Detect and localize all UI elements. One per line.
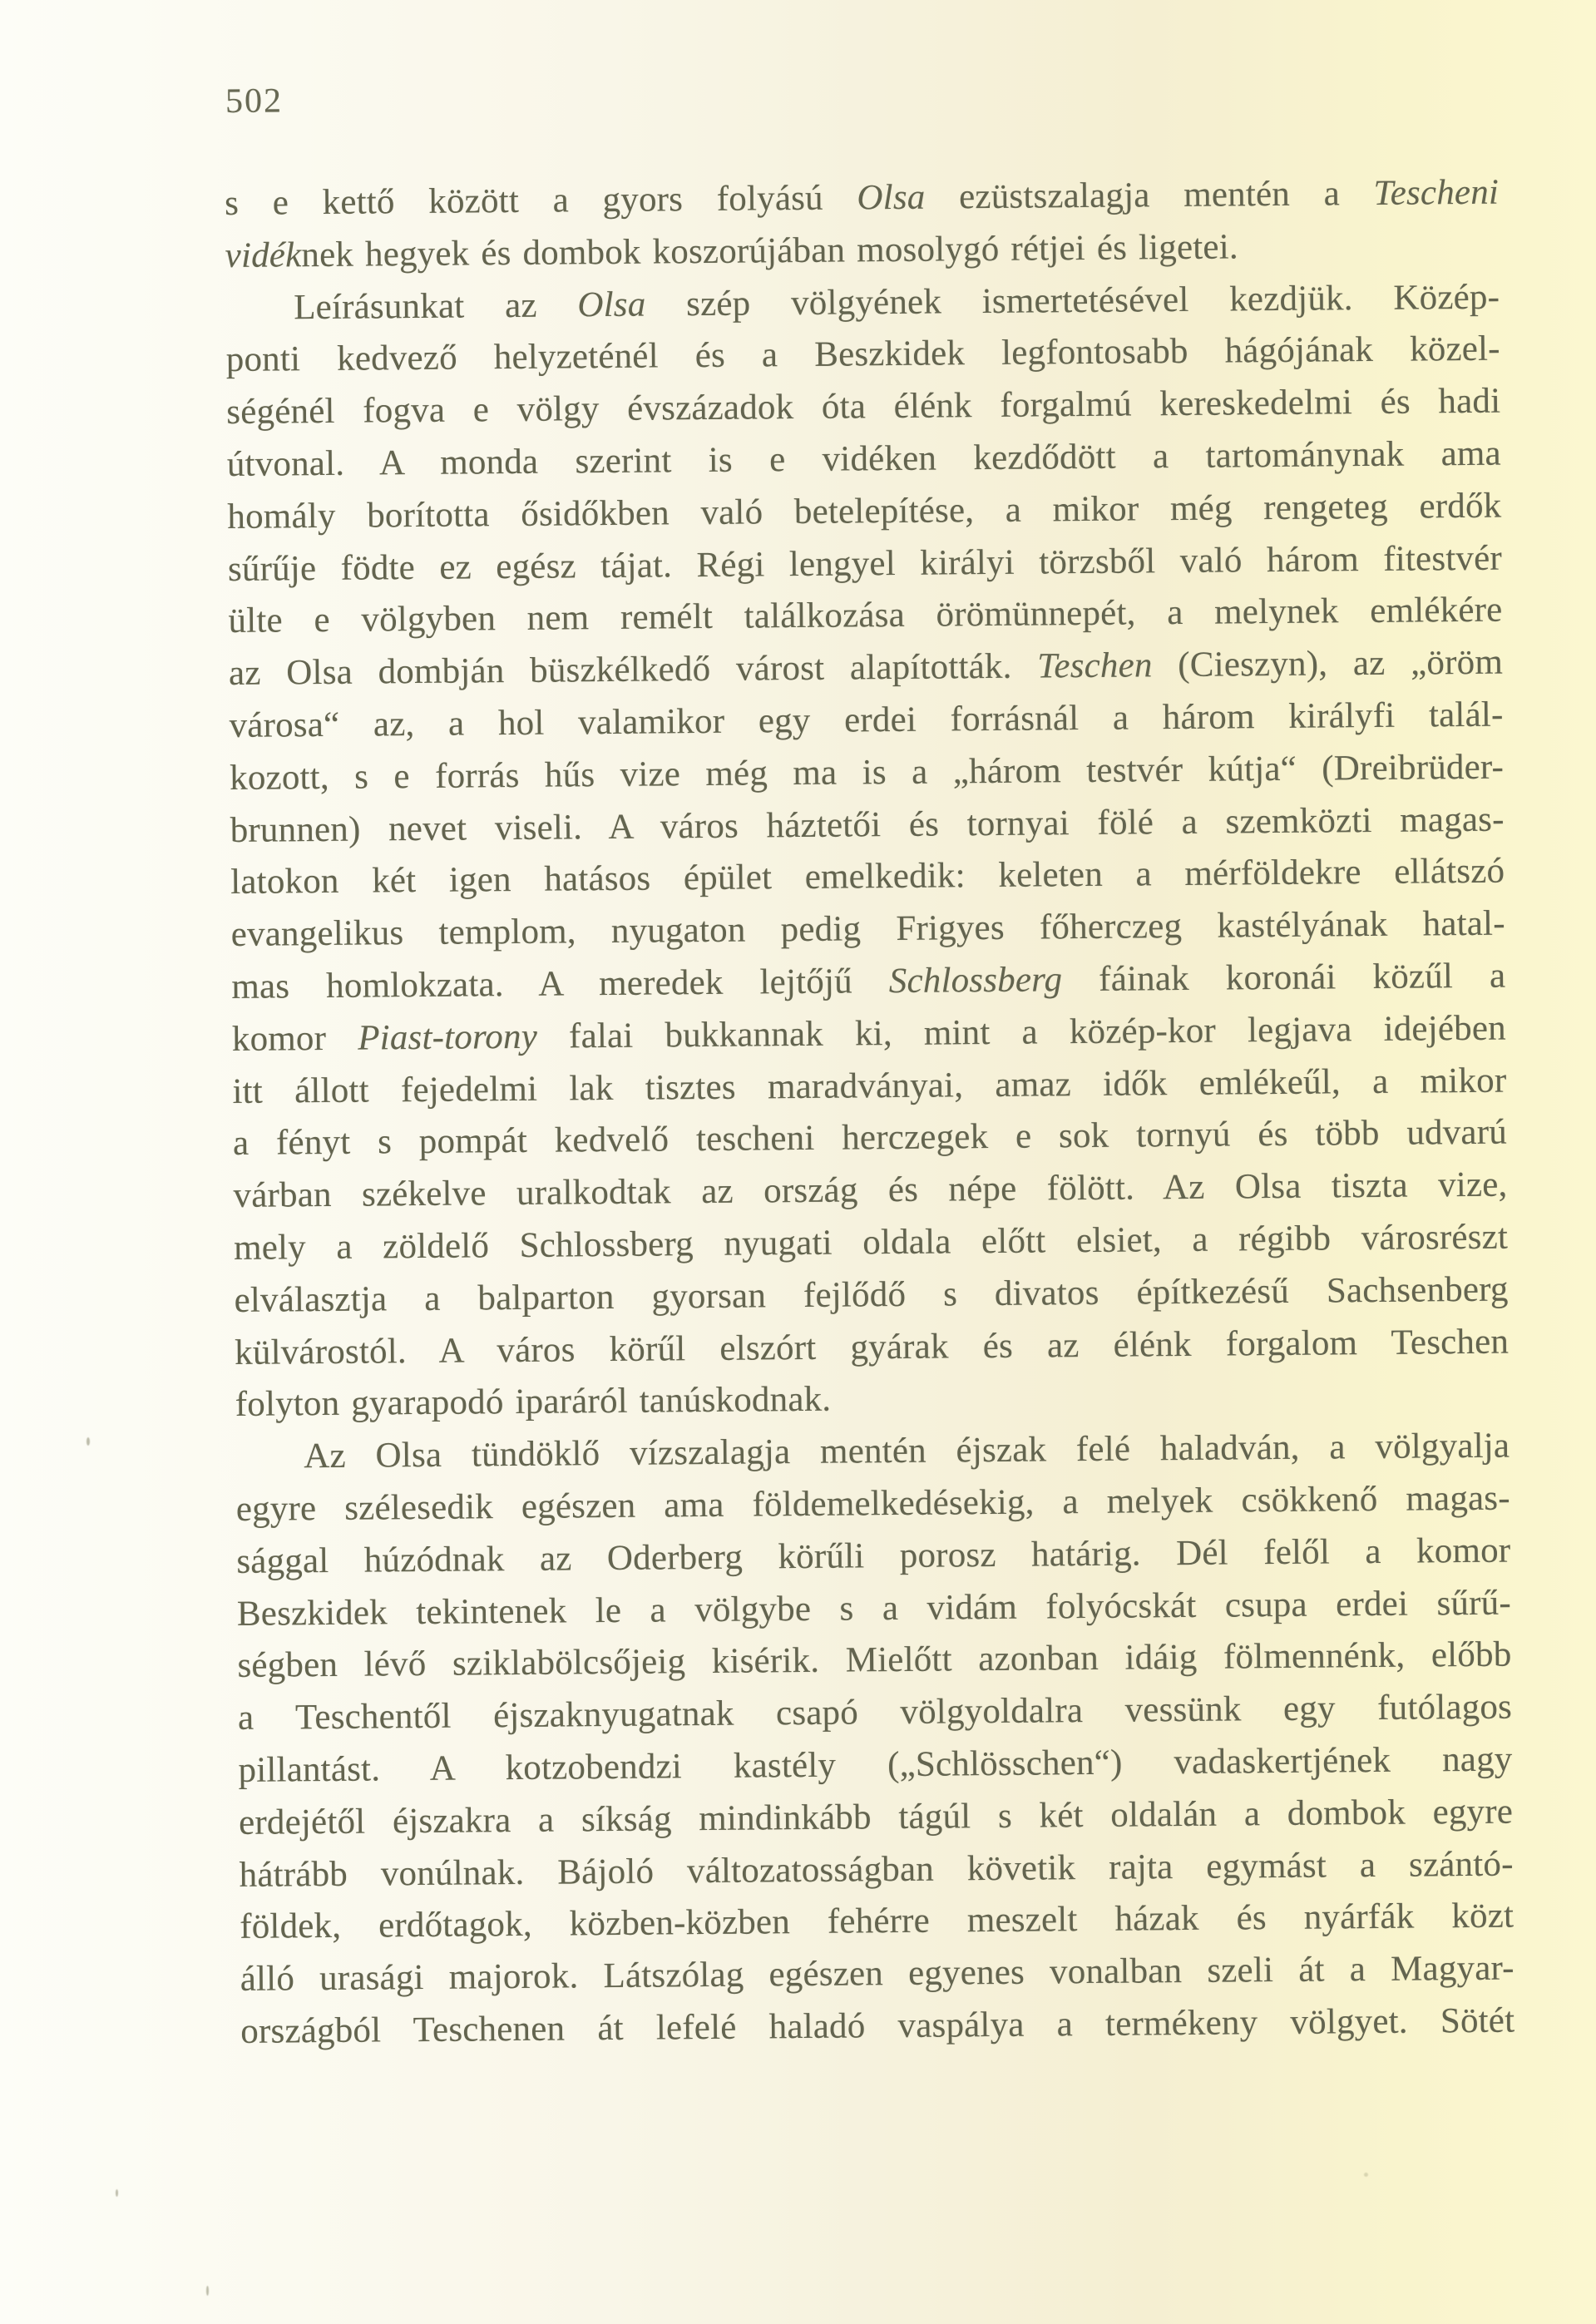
page-number: 502 <box>225 82 284 121</box>
roman-text: egyre szélesedik egészen ama földemelkedésekig, a melyek csökkenő magas- <box>235 1478 1510 1529</box>
roman-text: evangelikus templom, nyugaton pedig Frigyes főherczeg kastélyának hatal- <box>230 903 1505 955</box>
roman-text: fáinak koronái közűl a <box>1062 956 1506 1000</box>
paper-speck <box>1364 2173 1368 2177</box>
roman-text: hátrább vonúlnak. Bájoló változatosságban követik rajta egymást a szántó- <box>239 1844 1514 1895</box>
roman-text: a fényt s pompát kedvelő tescheni herczegek e sok tornyú és több udvarú <box>232 1112 1508 1164</box>
roman-text: ségben lévő sziklabölcsőjeig kisérik. Mielőtt azonban idáig fölmennénk, előbb <box>237 1634 1512 1686</box>
roman-text: komor <box>231 1018 358 1059</box>
paper-speck <box>206 2286 209 2296</box>
italic-text: Teschen <box>1037 645 1153 686</box>
roman-text: sággal húzódnak az Oderberg körűli porosz határig. Dél felől a komor <box>236 1530 1511 1581</box>
roman-text: Beszkidek tekintenek le a völgybe s a vidám folyócskát csupa erdei sűrű- <box>236 1583 1512 1634</box>
roman-text: sűrűje födte ez egész tájat. Régi lengyel királyi törzsből való három fitestvér <box>227 538 1503 589</box>
roman-text: pillantást. A kotzobendzi kastély („Schlösschen“) vadaskertjének nagy <box>238 1739 1513 1790</box>
roman-text: útvonal. A monda szerint is e vidéken kezdődött a tartománynak ama <box>226 433 1502 484</box>
roman-text: brunnen) nevet viseli. A város háztetői és tornyai fölé a szemközti magas- <box>230 799 1505 850</box>
roman-text: ségénél fogva e völgy évszázadok óta élénk forgalmú kereskedelmi és hadi <box>226 381 1501 433</box>
roman-text: szép völgyének ismertetésével kezdjük. Közép- <box>645 277 1500 324</box>
italic-text: Olsa <box>577 284 646 324</box>
roman-text: várban székelve uralkodtak az ország és népe fölött. Az Olsa tiszta vize, <box>233 1164 1508 1216</box>
text-line <box>240 1995 1514 2058</box>
roman-text: latokon két igen hatásos épület emelkedik: keleten a mérföldekre ellátszó <box>230 851 1505 902</box>
roman-text: ezüstszalagja mentén a <box>925 173 1374 217</box>
roman-text: falai bukkannak ki, mint a közép-kor legjava idejében <box>536 1008 1507 1056</box>
roman-text: s e kettő között a gyors folyású <box>224 178 857 223</box>
roman-text: ülte e völgyben nem remélt találkozása örömünnepét, a melynek emlékére <box>228 590 1503 641</box>
paper-speck <box>86 1437 90 1446</box>
roman-text: mely a zöldelő Schlossberg nyugati oldala előtt elsiet, a régibb városrészt <box>233 1217 1509 1268</box>
roman-text: Leírásunkat az <box>294 284 578 327</box>
roman-text: kozott, s e forrás hűs vize még ma is a „három testvér kútja“ (Dreibrüder- <box>229 747 1505 798</box>
roman-text: a Teschentől éjszaknyugatnak csapó völgyoldalra vessünk egy futólagos <box>237 1687 1513 1738</box>
roman-text: az Olsa dombján büszkélkedő várost alapították. <box>228 646 1038 694</box>
text-line <box>225 167 1499 230</box>
roman-text: nek hegyek és dombok koszorújában mosolygó rétjei és ligetei. <box>301 227 1239 274</box>
roman-text: homály borította ősidőkben való betelepítése, a mikor még rengeteg erdők <box>227 486 1502 536</box>
page-text <box>225 167 1515 2059</box>
italic-text: Schlossberg <box>888 960 1063 1001</box>
roman-text: erdejétől éjszakra a síkság mindinkább tágúl s két oldalán a dombok egyre <box>238 1792 1514 1842</box>
italic-text: Tescheni <box>1373 172 1500 213</box>
italic-text: Piast-torony <box>358 1016 538 1058</box>
roman-text: álló urasági majorok. Látszólag egészen egyenes vonalban szeli át a Magyar- <box>240 1948 1514 2000</box>
roman-text: folyton gyarapodó iparáról tanúskodnak. <box>235 1380 832 1425</box>
italic-text: Olsa <box>857 177 926 218</box>
roman-text: országból Teschenen át lefelé haladó vaspálya a termékeny völgyet. Sötét <box>240 2000 1515 2051</box>
roman-text: városa“ az, a hol valamikor egy erdei forrásnál a három királyfi talál- <box>229 695 1504 745</box>
roman-text: külvárostól. A város körűl elszórt gyárak és az élénk forgalom Teschen <box>234 1322 1510 1372</box>
roman-text: itt állott fejedelmi lak tisztes maradványai, amaz idők emlékeűl, a mikor <box>232 1061 1507 1111</box>
italic-text: vidék <box>225 235 302 275</box>
roman-text: mas homlokzata. A meredek lejtőjű <box>231 962 889 1006</box>
roman-text: (Cieszyn), az „öröm <box>1152 642 1504 685</box>
roman-text: ponti kedvező helyzeténél és a Beszkidek legfontosabb hágójának közel- <box>225 329 1500 380</box>
roman-text: elválasztja a balparton gyorsan fejlődő s divatos építkezésű Sachsenberg <box>234 1269 1509 1320</box>
roman-text: Az Olsa tündöklő vízszalagja mentén éjszak felé haladván, a völgyalja <box>304 1426 1510 1476</box>
roman-text: földek, erdőtagok, közben-közben fehérre meszelt házak és nyárfák közt <box>240 1896 1514 1947</box>
paper-speck <box>116 2189 118 2197</box>
